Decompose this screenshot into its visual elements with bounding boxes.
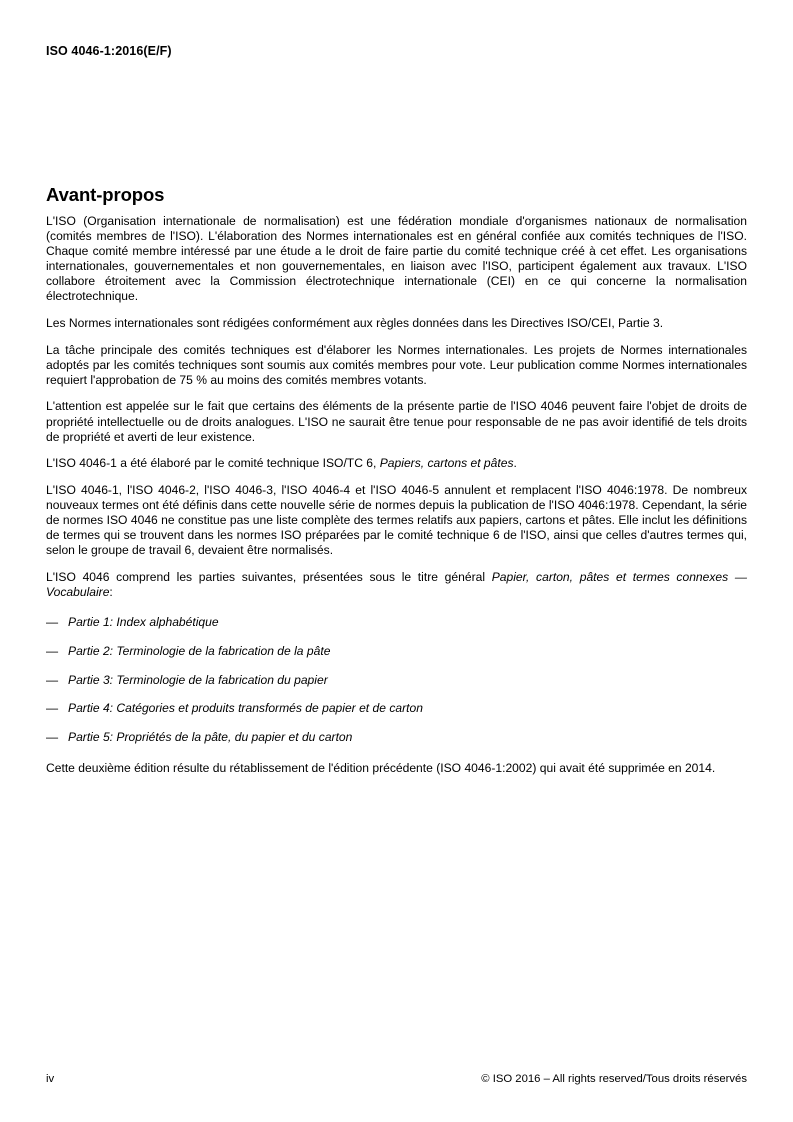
- paragraph-patent-rights: L'attention est appelée sur le fait que certains des éléments de la présente partie de l'ISO 4046 peuvent faire l'objet de droits de propriété intellectuelle ou de droits analogues. L'ISO ne saurait être tenue pour responsable de ne pas avoir identifié de tels droits de propriété et averti de leur existence.: [46, 399, 747, 444]
- page-number: iv: [46, 1073, 55, 1085]
- paragraph-supersedes: L'ISO 4046-1, l'ISO 4046-2, l'ISO 4046-3, l'ISO 4046-4 et l'ISO 4046-5 annulent et remplacent l'ISO 4046:1978. De nombreux nouveaux termes ont été définis dans cette nouvelle série de normes depuis la publication de l'ISO 4046:1978. Cependant, la série de normes ISO 4046 ne constitue pas une liste complète des termes relatifs aux papiers, cartons et pâtes. Elle inclut les définitions de termes qui se trouvent dans les normes ISO préparées par le comité technique 6 de l'ISO, ainsi que celles d'autres termes qui, selon le groupe de travail 6, devaient être normalisés.: [46, 482, 747, 558]
- list-item: [46, 673, 747, 688]
- em-dash-bullet-icon: —: [46, 729, 58, 744]
- paragraph-directives: Les Normes internationales sont rédigées conformément aux règles données dans les Directives ISO/CEI, Partie 3.: [46, 316, 664, 331]
- parts-intro-prefix: L'ISO 4046 comprend les parties suivantes, présentées sous le titre général: [46, 569, 492, 584]
- paragraph-parts-intro: [46, 570, 747, 600]
- parts-intro-general-title: Papier, carton, pâtes et termes connexes — Vocabulaire: [46, 569, 747, 599]
- committee-credit-suffix: .: [513, 456, 517, 471]
- list-item: [46, 701, 747, 716]
- paragraph-foreword-intro: L'ISO (Organisation internationale de normalisation) est une fédération mondiale d'organismes nationaux de normalisation (comités membres de l'ISO). L'élaboration des Normes internationales est en général confiée aux comités techniques de l'ISO. Chaque comité membre intéressé par une étude a le droit de faire partie du comité technique créé à cet effet. Les organisations internationales, gouvernementales et non gouvernementales, en liaison avec l'ISO, participent également aux travaux. L'ISO collabore étroitement avec la Commission électrotechnique internationale (CEI) en ce qui concerne la normalisation électrotechnique.: [46, 214, 747, 304]
- committee-credit-title: Papiers, cartons et pâtes: [379, 456, 514, 471]
- running-head: ISO 4046-1:2016(E/F): [46, 44, 172, 58]
- list-item-label: Partie 2: Terminologie de la fabrication de la pâte: [68, 644, 331, 659]
- em-dash-bullet-icon: —: [46, 701, 58, 716]
- list-item-label: Partie 1: Index alphabétique: [68, 615, 219, 630]
- list-item-label: Partie 5: Propriétés de la pâte, du papier et du carton: [68, 729, 353, 744]
- page-footer: [46, 1072, 747, 1090]
- list-item: [46, 644, 747, 659]
- page-content: [46, 0, 747, 1122]
- copyright-notice: © ISO 2016 – All rights reserved/Tous droits réservés: [481, 1073, 747, 1085]
- em-dash-bullet-icon: —: [46, 615, 58, 630]
- paragraph-committee-credit: [46, 456, 747, 471]
- em-dash-bullet-icon: —: [46, 644, 58, 659]
- committee-credit-prefix: L'ISO 4046-1 a été élaboré par le comité technique ISO/TC 6,: [46, 456, 380, 471]
- list-item-label: Partie 3: Terminologie de la fabrication du papier: [68, 672, 328, 687]
- list-item-label: Partie 4: Catégories et produits transformés de papier et de carton: [68, 701, 423, 716]
- paragraph-second-edition: Cette deuxième édition résulte du rétablissement de l'édition précédente (ISO 4046-1:2002) qui avait été supprimée en 2014.: [46, 760, 716, 775]
- list-item: [46, 615, 747, 630]
- paragraph-voting: La tâche principale des comités techniques est d'élaborer les Normes internationales. Les projets de Normes internationales adoptés par les comités techniques sont soumis aux comités membres pour vote. Leur publication comme Normes internationales requiert l'approbation de 75 % au moins des comités membres votants.: [46, 342, 747, 387]
- parts-intro-suffix: :: [109, 584, 113, 599]
- body-text-flow: [46, 214, 747, 776]
- page-title: Avant-propos: [46, 184, 165, 206]
- em-dash-bullet-icon: —: [46, 672, 58, 687]
- parts-list: [46, 615, 747, 744]
- list-item: [46, 730, 747, 745]
